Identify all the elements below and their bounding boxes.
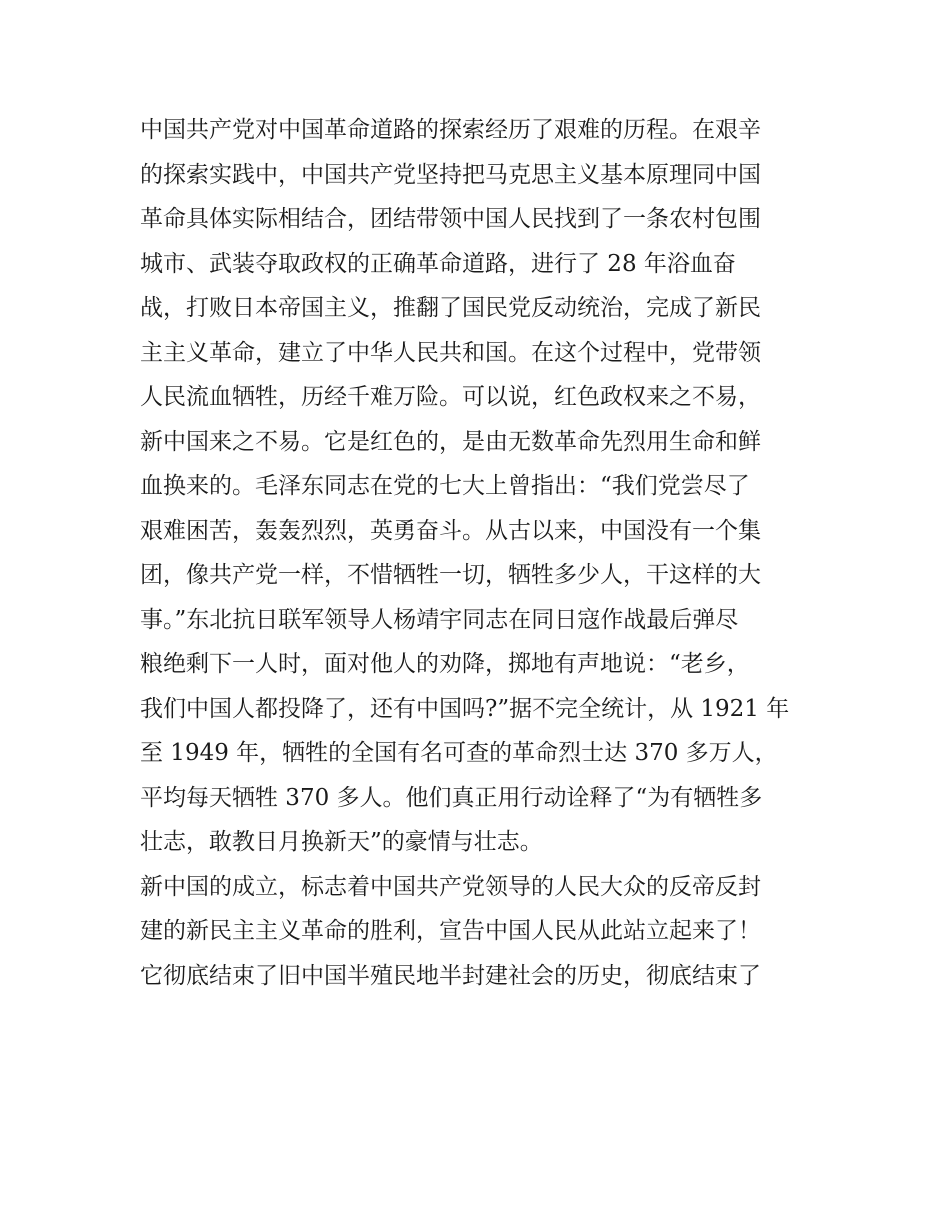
text-line: 我们中国人都投降了，还有中国吗?”据不完全统计，从 1921 年 — [140, 695, 790, 722]
text-line: 中国共产党对中国革命道路的探索经历了艰难的历程。在艰辛 — [140, 117, 761, 143]
text-line: 战，打败日本帝国主义，推翻了国民党反动统治，完成了新民 — [140, 295, 761, 321]
text-line: 团，像共产党一样，不惜牺牲一切，牺牲多少人，干这样的大 — [140, 562, 761, 588]
text-line: 人民流血牺牲，历经千难万险。可以说，红色政权来之不易， — [140, 384, 761, 410]
text-line: 的探索实践中，中国共产党坚持把马克思主义基本原理同中国 — [140, 161, 761, 188]
text-line: 主主义革命，建立了中华人民共和国。在这个过程中，党带领 — [140, 339, 761, 366]
text-line: 革命具体实际相结合，团结带领中国人民找到了一条农村包围 — [140, 206, 761, 232]
text-line: 新中国来之不易。它是红色的，是由无数革命先烈用生命和鲜 — [140, 428, 761, 455]
text-line: 事。”东北抗日联军领导人杨靖宇同志在同日寇作战最后弹尽 — [140, 606, 739, 633]
text-line: 艰难困苦，轰轰烈烈，英勇奋斗。从古以来，中国没有一个集 — [140, 517, 761, 544]
text-line: 新中国的成立，标志着中国共产党领导的人民大众的反帝反封 — [140, 873, 761, 900]
paragraph-1 — [140, 108, 820, 865]
paragraph-2 — [140, 865, 820, 999]
text-line: 血换来的。毛泽东同志在党的七大上曾指出：“我们党尝尽了 — [140, 473, 750, 499]
document-body — [140, 108, 820, 998]
text-line: 粮绝剩下一人时，面对他人的劝降，掷地有声地说：“老乡， — [140, 651, 750, 677]
text-line: 壮志，敢教日月换新天”的豪情与壮志。 — [140, 829, 543, 855]
text-line: 建的新民主主义革命的胜利，宣告中国人民从此站立起来了！ — [140, 918, 761, 944]
text-line: 至 1949 年，牺牲的全国有名可查的革命烈士达 370 多万人， — [140, 740, 778, 766]
text-line: 平均每天牺牲 370 多人。他们真正用行动诠释了“为有牺牲多 — [140, 784, 763, 811]
text-line: 它彻底结束了旧中国半殖民地半封建社会的历史，彻底结束了 — [140, 962, 761, 989]
text-line: 城市、武装夺取政权的正确革命道路，进行了 28 年浴血奋 — [140, 250, 736, 277]
